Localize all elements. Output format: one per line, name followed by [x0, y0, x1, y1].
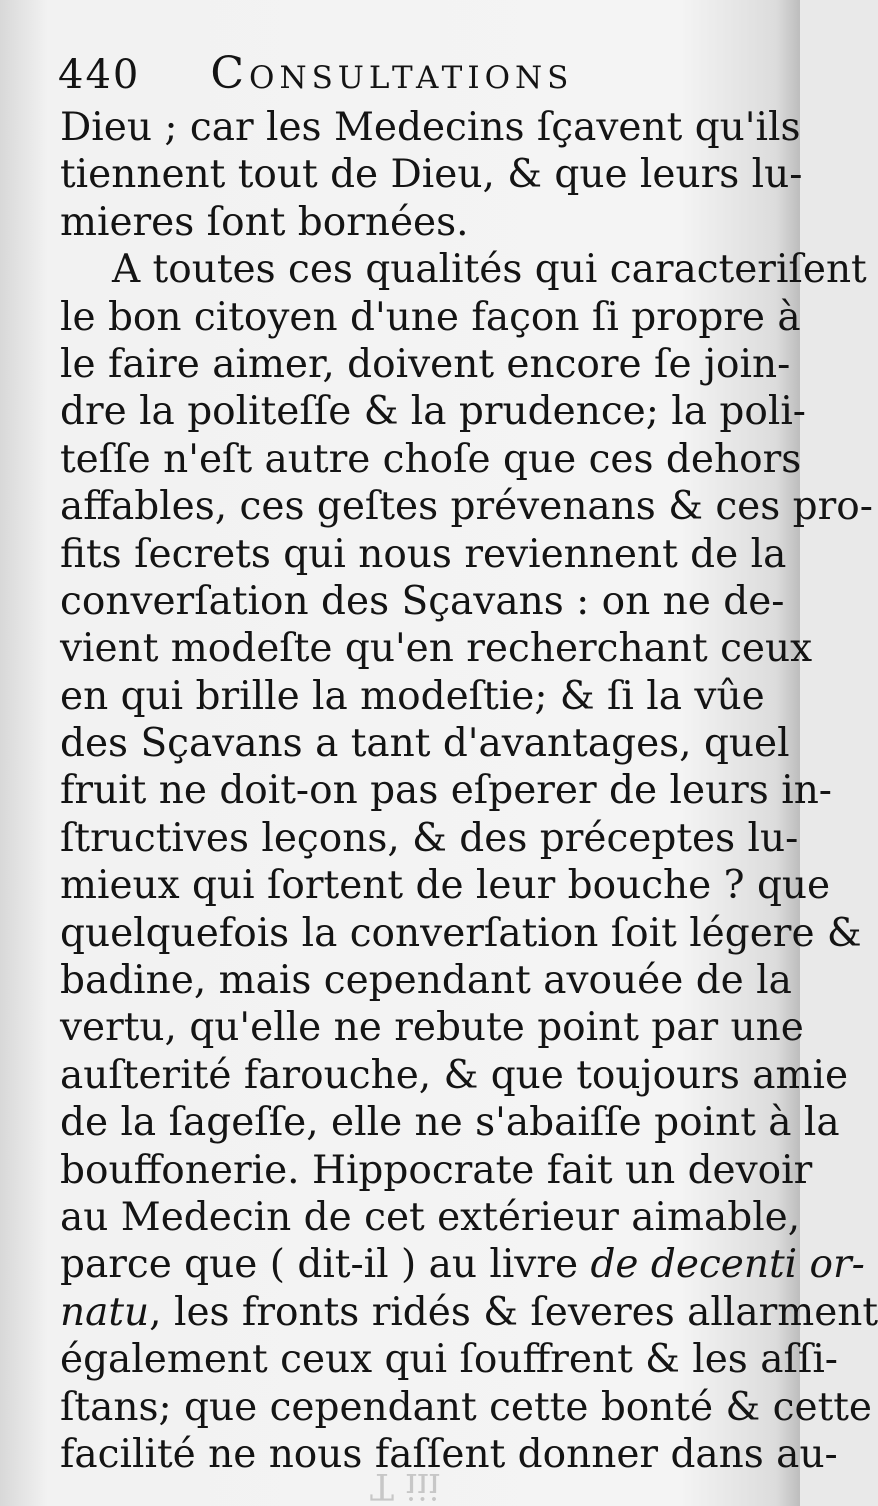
text-line: [60, 1289, 878, 1336]
text-line: ſtructives leçons, & des préceptes lu-: [60, 815, 799, 861]
text-line: converſation des Sçavans : on ne de-: [60, 578, 785, 624]
text-segment: parce que ( dit-il ) au livre: [60, 1242, 591, 1288]
show-through-text: T iii: [370, 1465, 440, 1506]
italic-title: de decenti or-: [590, 1242, 865, 1288]
text-line: dre la politeſſe & la prudence; la poli-: [60, 389, 806, 435]
italic-title: natu: [60, 1289, 150, 1335]
text-line: le bon citoyen d'une façon ſi propre à: [60, 294, 801, 340]
text-line: en qui brille la modeſtie; & ſi la vûe: [60, 673, 765, 719]
running-head: Consultations: [210, 48, 574, 99]
text-line: des Sçavans a tant d'avantages, quel: [60, 721, 790, 767]
page-header: [58, 44, 758, 104]
text-line: tiennent tout de Dieu, & que leurs lu-: [60, 152, 803, 198]
text-line: mieux qui ſortent de leur bouche ? que: [60, 863, 831, 909]
text-line: de la ſageſſe, elle ne s'abaiſſe point à la: [60, 1100, 840, 1146]
text-line: le faire aimer, doivent encore ſe join-: [60, 341, 791, 387]
body-text: [60, 104, 878, 1478]
text-line: facilité ne nous faſſent donner dans au-: [60, 1431, 838, 1477]
text-line: teſſe n'eſt autre choſe que ces dehors: [60, 436, 802, 482]
page-number: 440: [58, 52, 141, 98]
text-line: bouffonerie. Hippocrate fait un devoir: [60, 1147, 813, 1193]
text-line: vertu, qu'elle ne rebute point par une: [60, 1005, 804, 1051]
text-line: également ceux qui ſouffrent & les aſſi-: [60, 1337, 838, 1383]
text-line: [60, 1241, 865, 1288]
text-line: affables, ces geſtes prévenans & ces pro-: [60, 484, 873, 530]
text-line: au Medecin de cet extérieur aimable,: [60, 1194, 801, 1240]
text-line: badine, mais cependant avouée de la: [60, 958, 792, 1004]
text-line: quelquefois la converſation ſoit légere &: [60, 910, 862, 956]
text-line: fits ſecrets qui nous reviennent de la: [60, 531, 787, 577]
text-line: mieres ſont bornées.: [60, 199, 469, 245]
text-line: auſterité farouche, & que toujours amie: [60, 1052, 849, 1098]
text-line: A toutes ces qualités qui caracteriſent: [112, 247, 867, 293]
text-segment: , les fronts ridés & ſeveres allarment: [149, 1289, 878, 1335]
text-line: Dieu ; car les Medecins ſçavent qu'ils: [60, 105, 801, 150]
text-line: ſtans; que cependant cette bonté & cette: [60, 1384, 872, 1430]
text-line: vient modeſte qu'en recherchant ceux: [60, 626, 813, 672]
text-line: fruit ne doit-on pas eſperer de leurs in-: [60, 768, 832, 814]
